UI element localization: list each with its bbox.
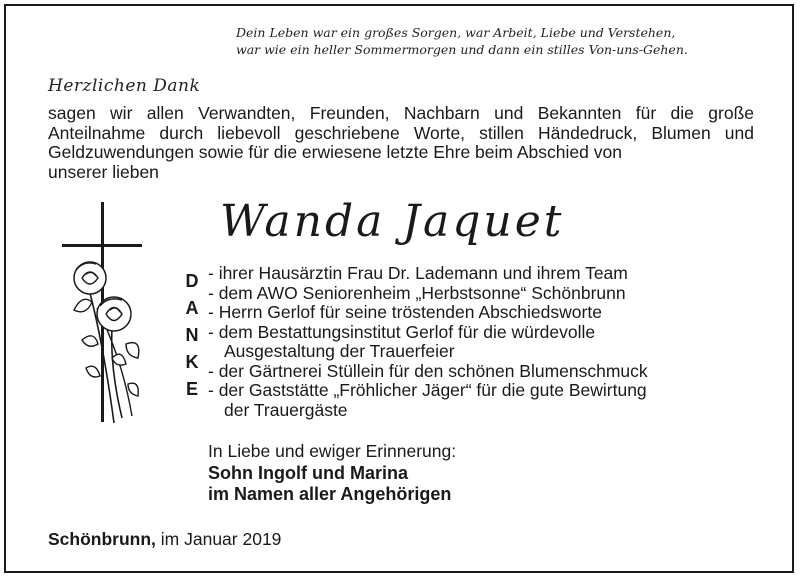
thanks-item: - der Gärtnerei Stüllein für den schönen Blumenschmuck [208, 360, 648, 381]
place-name: Schönbrunn, [48, 529, 156, 549]
thanks-item-continuation: Ausgestaltung der Trauerfeier [224, 341, 455, 361]
thanks-item: - Herrn Gerlof für seine tröstenden Abschiedsworte [208, 302, 602, 322]
danke-letter: N [185, 325, 199, 345]
intro-text-last: unserer lieben [48, 161, 159, 182]
thanks-item: - dem AWO Seniorenheim „Herbstsonne“ Schönbrunn [208, 282, 626, 303]
place-date-line [48, 529, 281, 549]
motto-line-2: war wie ein heller Sommermorgen und dann ein stilles Von-uns-Gehen. [236, 42, 688, 57]
motto-verse [236, 24, 756, 58]
signature-line-1: Sohn Ingolf und Marina [208, 463, 408, 483]
danke-letter: D [185, 271, 199, 291]
closing-line: In Liebe und ewiger Erinnerung: [208, 441, 457, 461]
danke-letter: A [185, 298, 199, 318]
thanks-item-continuation: der Trauergäste [224, 399, 348, 420]
thanks-item: - dem Bestattungsinstitut Gerlof für die würdevolle [208, 321, 596, 342]
signature-block [208, 463, 451, 505]
thanks-item: - der Gaststätte „Fröhlicher Jäger“ für die gute Bewirtung [208, 380, 647, 400]
intro-text: sagen wir allen Verwandten, Freunden, Nachbarn und Bekannten für die große Anteilnahme durch liebevoll geschriebene Worte, stillen Händedruck, Blumen und Geldzuwendungen sowie für die erwiesene letzte Ehre beim Abschied von [48, 103, 754, 162]
deceased-name: Wanda Jaquet [220, 196, 565, 247]
signature-line-2: im Namen aller Angehörigen [208, 484, 452, 504]
thanks-heading: Herzlichen Dank [48, 76, 201, 96]
cross-with-roses-icon [52, 198, 152, 434]
motto-line-1: Dein Leben war ein großes Sorgen, war Arbeit, Liebe und Verstehen, [236, 25, 676, 40]
intro-paragraph [48, 104, 754, 182]
danke-letter: K [185, 352, 199, 372]
danke-vertical [180, 268, 204, 403]
thanks-item: - ihrer Hausärztin Frau Dr. Lademann und ihrem Team [208, 263, 628, 283]
thanks-list [208, 264, 768, 420]
danke-letter: E [185, 379, 198, 399]
date-text: im Januar 2019 [160, 529, 282, 549]
